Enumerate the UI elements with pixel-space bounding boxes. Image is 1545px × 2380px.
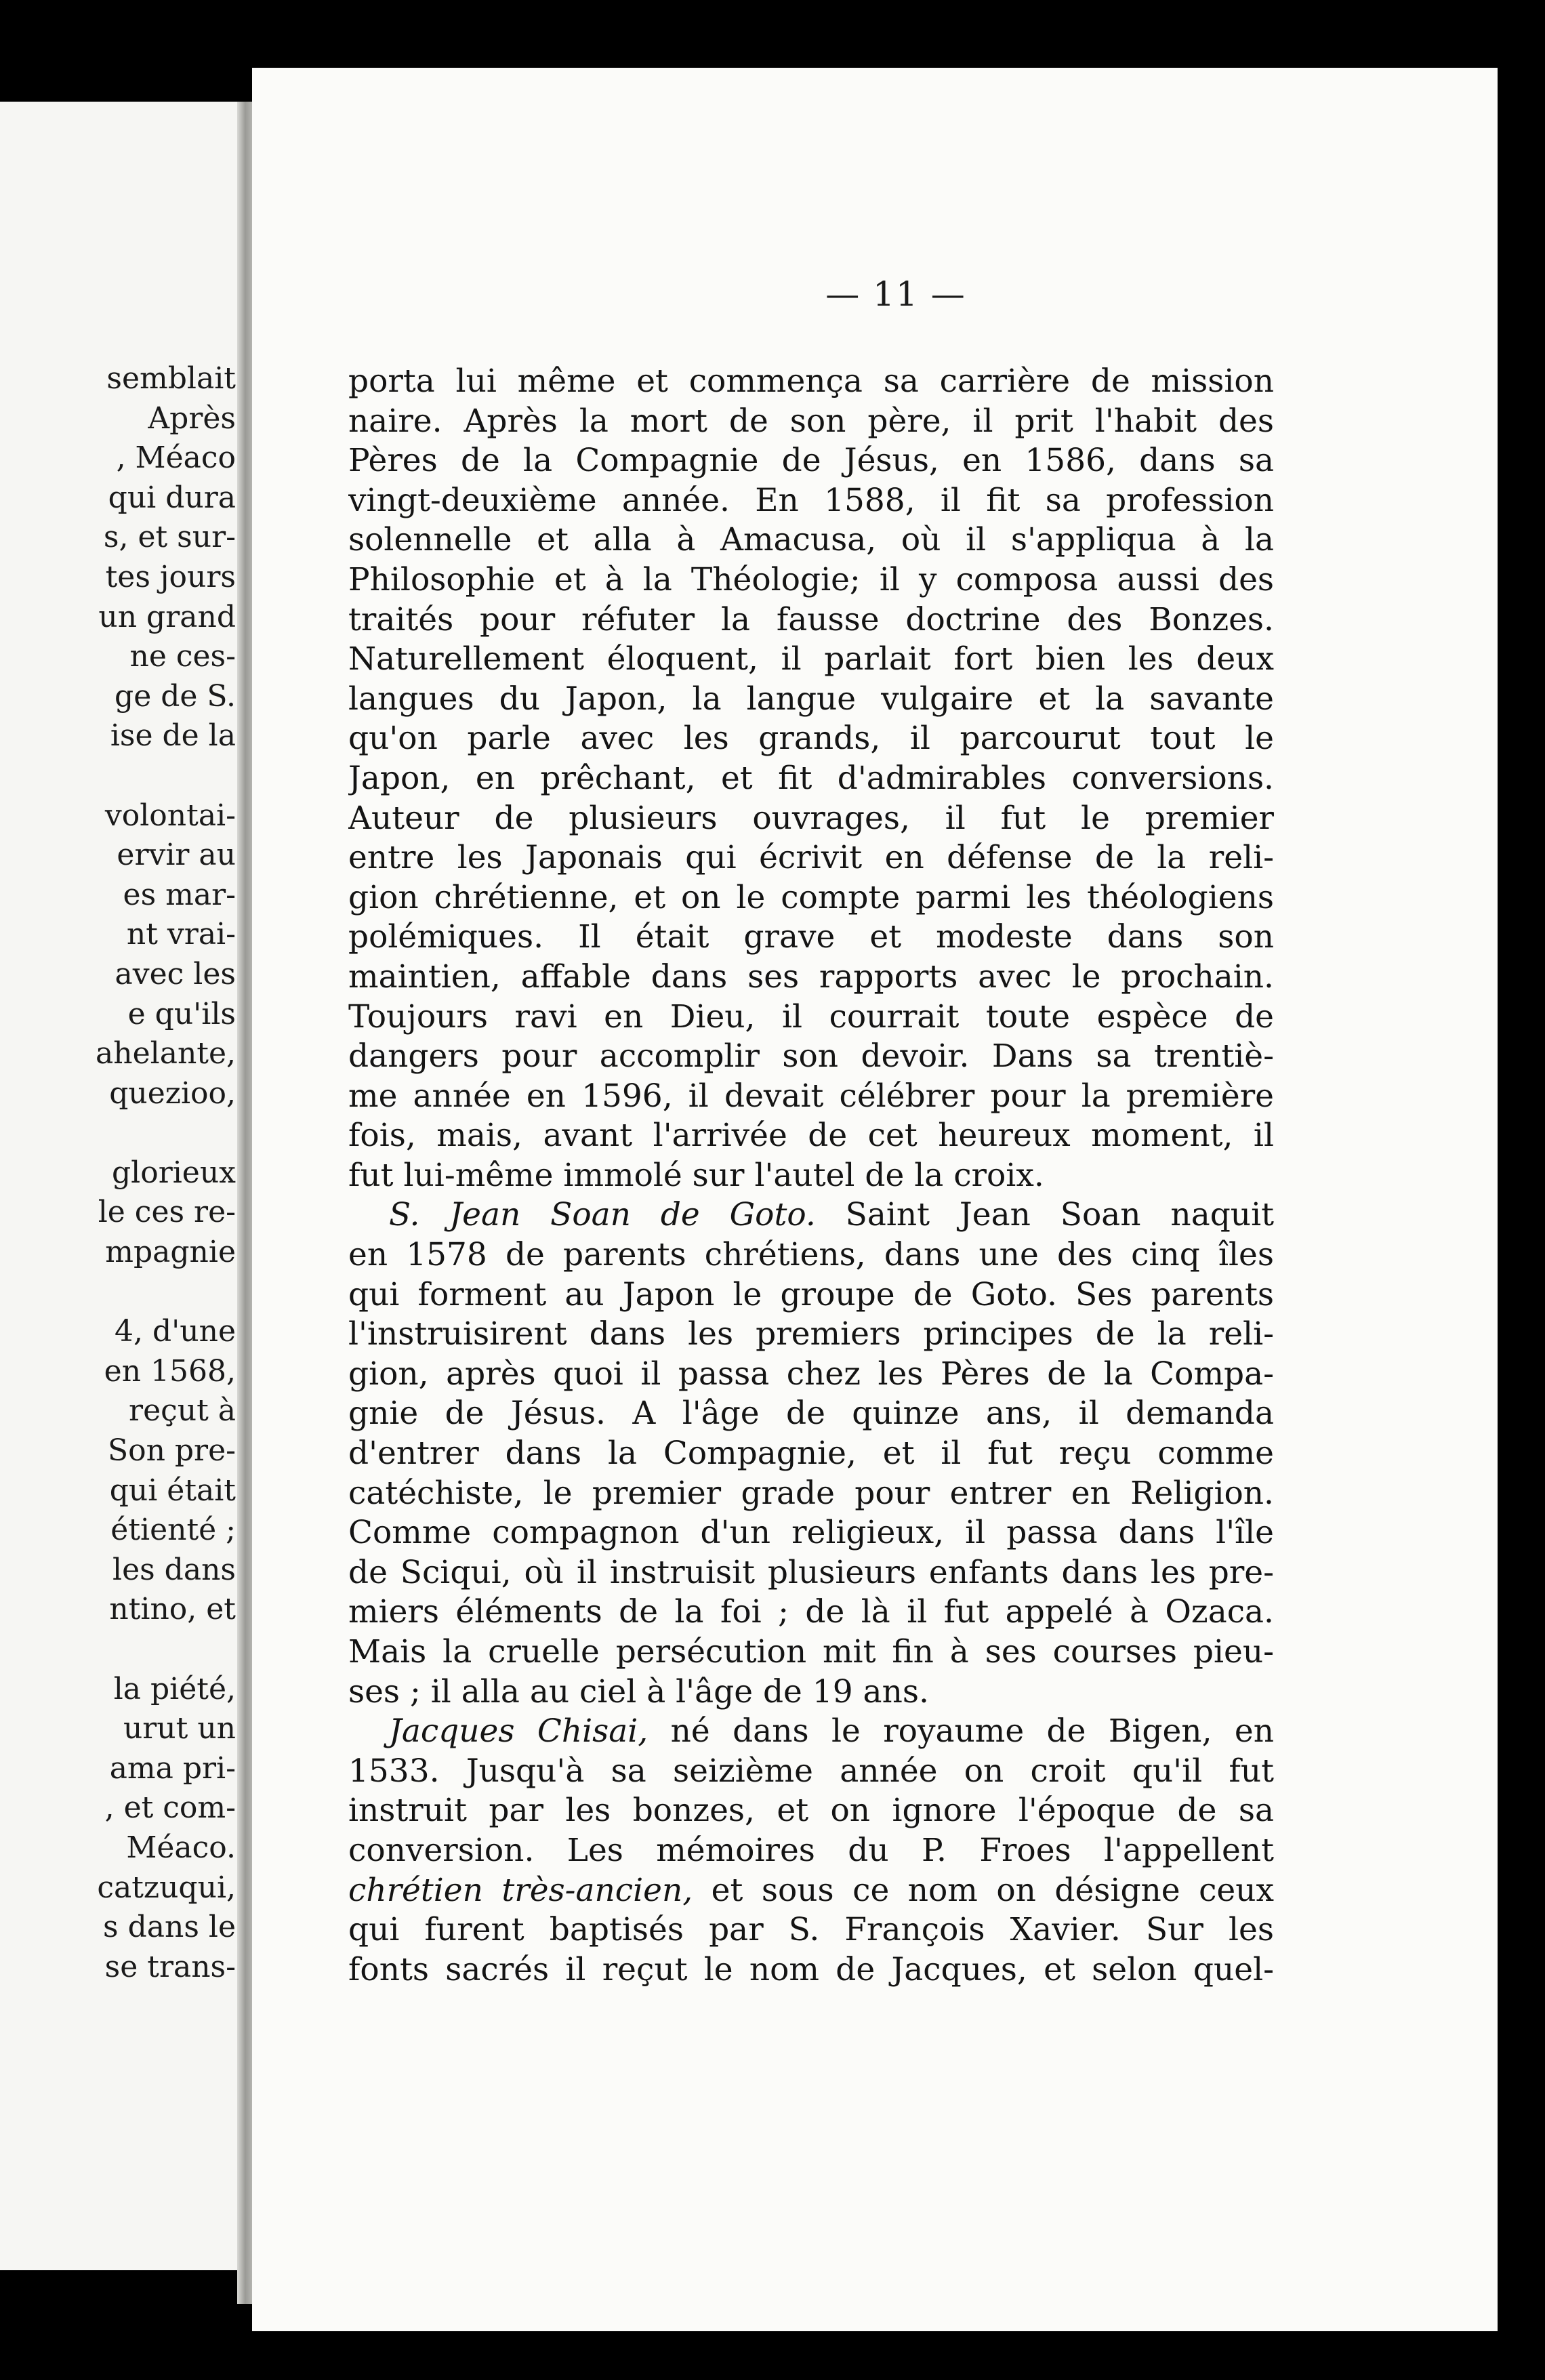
- line-text: fois, mais, avant l'arrivée de cet heureux moment, il: [348, 1117, 1274, 1155]
- page-right: [252, 68, 1498, 2331]
- text-line: [348, 1434, 1274, 1474]
- line-text: gnie de Jésus. A l'âge de quinze ans, il demanda: [348, 1395, 1274, 1433]
- text-line: [348, 1950, 1274, 1990]
- left-page-line: e qu'ils: [127, 996, 236, 1031]
- line-text: et sous ce nom on désigne ceux: [693, 1871, 1274, 1909]
- text-line: [348, 1831, 1274, 1871]
- line-text: l'instruisirent dans les premiers principes de la reli-: [348, 1315, 1274, 1353]
- line-text: traités pour réfuter la fausse doctrine des Bonzes.: [348, 600, 1274, 638]
- italic-name: Jacques Chisai,: [389, 1712, 648, 1750]
- line-text: qui forment au Japon le groupe de Goto. Ses parents: [348, 1275, 1274, 1313]
- left-page-line: ntino, et: [109, 1592, 236, 1627]
- left-page-line: ahelante,: [96, 1036, 236, 1071]
- text-line: [348, 402, 1274, 442]
- left-page-line: , et com-: [104, 1790, 236, 1826]
- text-line: [348, 918, 1274, 958]
- left-page-line: [0, 1273, 244, 1313]
- left-page-line: , Méaco: [116, 440, 236, 476]
- line-text: de Sciqui, où il instruisit plusieurs enfants dans les pre-: [348, 1553, 1274, 1591]
- text-line: [348, 1195, 1274, 1235]
- line-text: naire. Après la mort de son père, il prit l'habit des: [348, 402, 1274, 440]
- left-page-line: ama pri-: [109, 1750, 236, 1786]
- text-line: [348, 1235, 1274, 1275]
- text-line: [348, 759, 1274, 799]
- text-line: [348, 1910, 1274, 1950]
- line-text: Pères de la Compagnie de Jésus, en 1586, dans sa: [348, 442, 1274, 480]
- line-text: solennelle et alla à Amacusa, où il s'appliqua à la: [348, 521, 1274, 559]
- line-text: polémiques. Il était grave et modeste dans son: [348, 918, 1274, 956]
- line-text: conversion. Les mémoires du P. Froes l'appellent: [348, 1831, 1274, 1869]
- text-line: [348, 1394, 1274, 1434]
- left-page-line: ne ces-: [129, 639, 236, 674]
- left-page-line: 4, d'une: [115, 1314, 236, 1349]
- text-line: [348, 998, 1274, 1038]
- line-text: Mais la cruelle persécution mit fin à ses courses pieu-: [348, 1633, 1274, 1670]
- left-page-line: Après: [148, 401, 236, 436]
- line-text: qu'on parle avec les grands, il parcourut tout le: [348, 720, 1274, 758]
- text-line: [348, 680, 1274, 720]
- text-line: [348, 1077, 1274, 1117]
- left-page-line: [0, 1113, 244, 1153]
- left-page-line: la piété,: [113, 1671, 236, 1706]
- left-page-line: en 1568,: [104, 1353, 236, 1389]
- text-line: [348, 1355, 1274, 1395]
- line-text: dangers pour accomplir son devoir. Dans sa trentiè-: [348, 1038, 1274, 1075]
- text-line: [348, 1712, 1274, 1752]
- line-text: Naturellement éloquent, il parlait fort bien les deux: [348, 640, 1274, 678]
- left-page-line: qui dura: [108, 480, 236, 515]
- text-line: [348, 1752, 1274, 1792]
- text-line: [348, 640, 1274, 680]
- left-page-line: nt vrai-: [126, 917, 236, 952]
- left-page-line: urut un: [123, 1711, 236, 1746]
- left-page-line: mpagnie: [105, 1235, 236, 1270]
- text-line: [348, 799, 1274, 839]
- line-text: 1533. Jusqu'à sa seizième année on croit qu'il fut: [348, 1752, 1274, 1790]
- line-text: d'entrer dans la Compagnie, et il fut reçu comme: [348, 1435, 1274, 1473]
- line-text: gion, après quoi il passa chez les Pères de la Compa-: [348, 1355, 1274, 1393]
- text-line: [348, 1673, 1274, 1712]
- line-text: ses ; il alla au ciel à l'âge de 19 ans.: [348, 1673, 929, 1710]
- left-page-line: s, et sur-: [103, 520, 236, 555]
- text-line: [348, 560, 1274, 600]
- text-line: [348, 1791, 1274, 1831]
- line-text: vingt-deuxième année. En 1588, il fit sa profession: [348, 481, 1274, 519]
- line-text: maintien, affable dans ses rapports avec le prochain.: [348, 958, 1274, 996]
- text-line: [348, 1474, 1274, 1514]
- text-line: [348, 1275, 1274, 1315]
- line-text: Saint Jean Soan naquit: [815, 1196, 1274, 1234]
- text-line: [348, 958, 1274, 998]
- left-page-line: le ces re-: [98, 1195, 236, 1230]
- line-text: instruit par les bonzes, et on ignore l'époque de sa: [348, 1792, 1274, 1830]
- left-page-line: avec les: [115, 956, 236, 991]
- left-page-line: [0, 756, 244, 796]
- facing-page-left: [0, 102, 244, 2270]
- line-text: catéchiste, le premier grade pour entrer en Religion.: [348, 1474, 1274, 1512]
- text-line: [348, 1315, 1274, 1355]
- left-page-line: se trans-: [104, 1949, 236, 1984]
- text-line: [348, 481, 1274, 521]
- text-line: [348, 441, 1274, 481]
- line-text: entre les Japonais qui écrivit en défense de la reli-: [348, 839, 1274, 877]
- text-line: [348, 600, 1274, 640]
- left-page-line: quezioo,: [109, 1075, 236, 1111]
- left-page-text-fragments: [0, 359, 244, 1987]
- left-page-line: [0, 1630, 244, 1670]
- line-text: Philosophie et à la Théologie; il y composa aussi des: [348, 560, 1274, 598]
- left-page-line: es mar-: [123, 877, 236, 912]
- text-line: [348, 1633, 1274, 1673]
- italic-name: chrétien très-ancien,: [348, 1871, 693, 1909]
- line-text: Auteur de plusieurs ouvrages, il fut le premier: [348, 799, 1274, 837]
- left-page-line: ise de la: [110, 718, 236, 754]
- left-page-line: qui était: [109, 1473, 236, 1508]
- line-text: Japon, en prêchant, et fit d'admirables conversions.: [348, 759, 1274, 797]
- left-page-line: Son pre-: [107, 1433, 236, 1469]
- line-text: Comme compagnon d'un religieux, il passa dans l'île: [348, 1514, 1274, 1552]
- text-line: [348, 520, 1274, 560]
- text-line: [348, 719, 1274, 759]
- italic-name: S. Jean Soan de Goto.: [389, 1196, 816, 1234]
- left-page-line: étienté ;: [110, 1513, 236, 1548]
- left-page-line: semblait: [106, 361, 236, 396]
- left-page-line: volontai-: [104, 798, 236, 833]
- text-line: [348, 878, 1274, 918]
- line-text: miers éléments de la foi ; de là il fut appelé à Ozaca.: [348, 1593, 1274, 1631]
- left-page-line: s dans le: [103, 1910, 236, 1945]
- text-line: [348, 1871, 1274, 1911]
- line-text: fut lui-même immolé sur l'autel de la croix.: [348, 1156, 1044, 1194]
- line-text: en 1578 de parents chrétiens, dans une des cinq îles: [348, 1236, 1274, 1274]
- text-line: [348, 1037, 1274, 1077]
- left-page-line: reçut à: [129, 1393, 236, 1429]
- left-page-line: tes jours: [105, 559, 236, 594]
- text-line: [348, 1593, 1274, 1633]
- text-line: [348, 1513, 1274, 1553]
- line-text: langues du Japon, la langue vulgaire et la savante: [348, 680, 1274, 718]
- text-line: [348, 1553, 1274, 1593]
- left-page-line: Méaco.: [126, 1830, 236, 1865]
- line-text: gion chrétienne, et on le compte parmi les théologiens: [348, 878, 1274, 916]
- line-text: qui furent baptisés par S. François Xavier. Sur les: [348, 1911, 1274, 1949]
- line-text: né dans le royaume de Bigen, en: [648, 1712, 1274, 1750]
- line-text: me année en 1596, il devait célébrer pour la première: [348, 1077, 1274, 1115]
- body-text: [348, 362, 1274, 1990]
- text-line: [348, 838, 1274, 878]
- page-number-text: — 11 —: [825, 274, 966, 314]
- left-page-line: glorieux: [111, 1155, 236, 1190]
- line-text: porta lui même et commença sa carrière de mission: [348, 363, 1274, 400]
- text-line: [348, 1116, 1274, 1156]
- left-page-line: catzuqui,: [97, 1870, 236, 1905]
- left-page-line: les dans: [112, 1552, 236, 1587]
- line-text: fonts sacrés il reçut le nom de Jacques, et selon quel-: [348, 1950, 1274, 1988]
- left-page-line: ge de S.: [115, 678, 236, 714]
- left-page-line: un grand: [98, 599, 236, 634]
- line-text: Toujours ravi en Dieu, il courrait toute espèce de: [348, 998, 1274, 1035]
- text-line: [348, 1156, 1274, 1196]
- text-line: [348, 362, 1274, 402]
- left-page-line: ervir au: [117, 838, 236, 873]
